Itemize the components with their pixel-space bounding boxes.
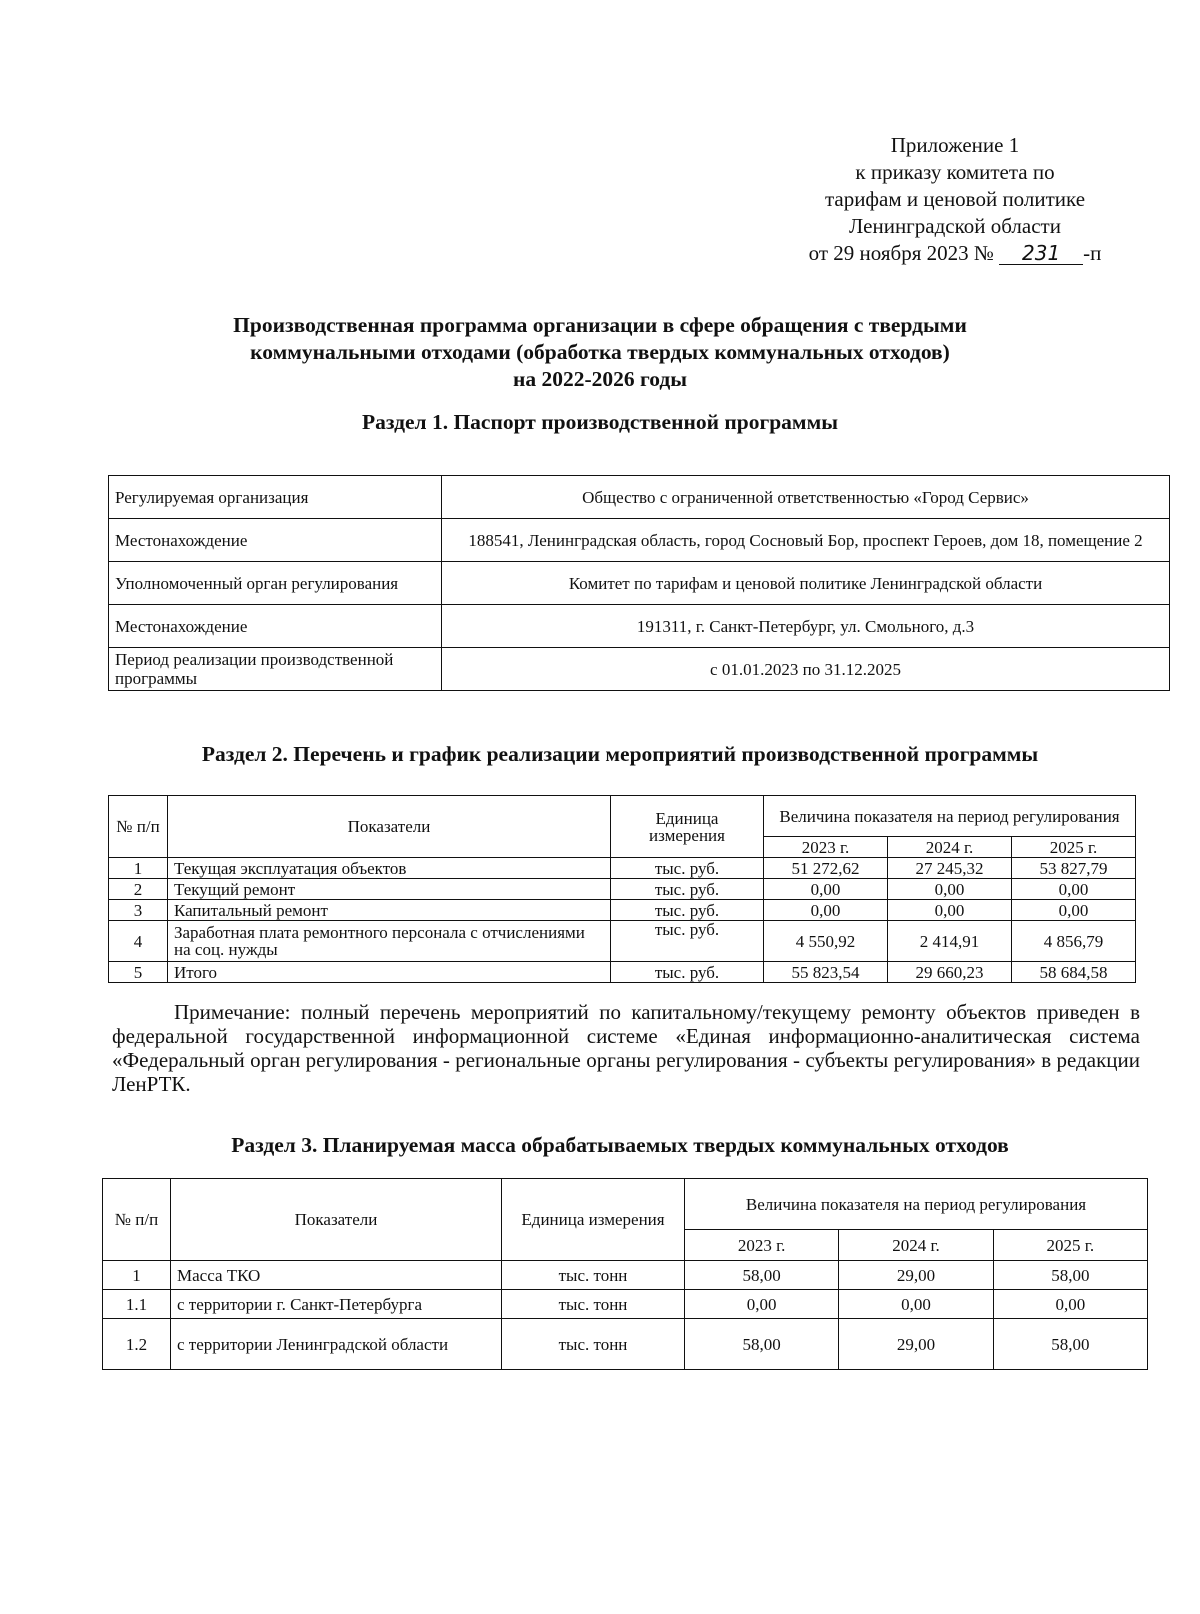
col-period-header: Величина показателя на период регулирования	[685, 1179, 1148, 1230]
table-row	[103, 1319, 1148, 1370]
row-value-2024: 2 414,91	[887, 921, 1011, 962]
col-year-2024: 2024 г.	[839, 1230, 993, 1261]
row-value-2025: 4 856,79	[1011, 921, 1135, 962]
document-title	[150, 312, 1050, 393]
row-value-2023: 0,00	[685, 1290, 839, 1319]
row-value-2024: 29 660,23	[887, 962, 1011, 983]
passport-value: 191311, г. Санкт-Петербург, ул. Смольного, д.3	[442, 605, 1170, 648]
passport-value: 188541, Ленинградская область, город Сосновый Бор, проспект Героев, дом 18, помещение 2	[442, 519, 1170, 562]
appendix-line-3: тарифам и ценовой политике	[824, 187, 1086, 211]
appendix-line-1: Приложение 1	[890, 133, 1020, 157]
passport-label: Местонахождение	[109, 605, 442, 648]
col-year-2025: 2025 г.	[1011, 837, 1135, 858]
row-unit: тыс. руб.	[611, 879, 764, 900]
header-row	[109, 796, 1136, 837]
row-value-2024: 0,00	[887, 879, 1011, 900]
row-num: 1.1	[103, 1290, 171, 1319]
table-row	[109, 476, 1170, 519]
passport-label: Период реализации производственной программы	[109, 648, 442, 691]
row-value-2025: 0,00	[1011, 900, 1135, 921]
row-unit: тыс. тонн	[502, 1261, 685, 1290]
title-line-3: на 2022-2026 годы	[512, 367, 688, 391]
table-row	[109, 962, 1136, 983]
row-num: 1	[109, 858, 168, 879]
passport-table	[108, 475, 1170, 691]
passport-value: Комитет по тарифам и ценовой политике Ленинградской области	[442, 562, 1170, 605]
passport-value: Общество с ограниченной ответственностью «Город Сервис»	[442, 476, 1170, 519]
row-name: с территории г. Санкт-Петербурга	[171, 1290, 502, 1319]
row-value-2025: 0,00	[1011, 879, 1135, 900]
table-row	[109, 605, 1170, 648]
table-row	[109, 648, 1170, 691]
col-unit-header: Единица измерения	[611, 796, 764, 858]
col-year-2023: 2023 г.	[764, 837, 888, 858]
waste-mass-table	[102, 1178, 1148, 1370]
appendix-date: от 29 ноября 2023 №	[808, 241, 994, 265]
col-num-header: № п/п	[103, 1179, 171, 1261]
passport-label: Уполномоченный орган регулирования	[109, 562, 442, 605]
col-num-header: № п/п	[109, 796, 168, 858]
passport-label: Регулируемая организация	[109, 476, 442, 519]
table-row	[109, 519, 1170, 562]
row-value-2025: 58,00	[993, 1261, 1147, 1290]
row-name: Заработная плата ремонтного персонала с отчислениями на соц. нужды	[168, 921, 611, 962]
table-row	[103, 1290, 1148, 1319]
section-3-heading: Раздел 3. Планируемая масса обрабатываемых твердых коммунальных отходов	[231, 1133, 1009, 1157]
col-indicator-header: Показатели	[171, 1179, 502, 1261]
row-num: 4	[109, 921, 168, 962]
row-num: 2	[109, 879, 168, 900]
row-num: 3	[109, 900, 168, 921]
order-number: 231	[999, 242, 1083, 265]
col-year-2025: 2025 г.	[993, 1230, 1147, 1261]
col-indicator-header: Показатели	[168, 796, 611, 858]
row-unit: тыс. руб.	[611, 900, 764, 921]
table-row	[109, 921, 1136, 962]
row-value-2025: 0,00	[993, 1290, 1147, 1319]
appendix-line-4: Ленинградской области	[849, 214, 1061, 238]
row-num: 1	[103, 1261, 171, 1290]
passport-label: Местонахождение	[109, 519, 442, 562]
table-row	[109, 900, 1136, 921]
row-value-2024: 0,00	[839, 1290, 993, 1319]
row-unit: тыс. руб.	[611, 921, 764, 962]
col-period-header: Величина показателя на период регулирования	[764, 796, 1136, 837]
section-1-heading: Раздел 1. Паспорт производственной программы	[361, 410, 839, 434]
row-name: с территории Ленинградской области	[171, 1319, 502, 1370]
appendix-date-line	[790, 240, 1120, 267]
col-year-2024: 2024 г.	[887, 837, 1011, 858]
note-block	[112, 1000, 1140, 1096]
section-2-heading: Раздел 2. Перечень и график реализации мероприятий производственной программы	[201, 742, 1039, 766]
title-line-1: Производственная программа организации в сфере обращения с твердыми	[233, 313, 967, 337]
row-value-2024: 27 245,32	[887, 858, 1011, 879]
measures-table	[108, 795, 1136, 983]
row-unit: тыс. руб.	[611, 962, 764, 983]
row-name: Капитальный ремонт	[168, 900, 611, 921]
table-row	[109, 858, 1136, 879]
row-num: 5	[109, 962, 168, 983]
col-year-2023: 2023 г.	[685, 1230, 839, 1261]
row-value-2023: 0,00	[764, 879, 888, 900]
row-name: Текущая эксплуатация объектов	[168, 858, 611, 879]
row-value-2023: 51 272,62	[764, 858, 888, 879]
appendix-block	[790, 132, 1120, 267]
row-value-2023: 58,00	[685, 1319, 839, 1370]
header-row	[103, 1179, 1148, 1230]
title-line-2: коммунальными отходами (обработка твердых коммунальных отходов)	[250, 340, 950, 364]
row-unit: тыс. тонн	[502, 1319, 685, 1370]
row-name: Итого	[168, 962, 611, 983]
row-value-2025: 58,00	[993, 1319, 1147, 1370]
row-value-2023: 0,00	[764, 900, 888, 921]
note-text: Примечание: полный перечень мероприятий по капитальному/текущему ремонту объектов приведен в федеральной государственной информационной системе «Единая информационно-аналитическая система «Федеральный орган регулирования - региональные органы регулирования - субъекты регулирования» в редакции ЛенРТК.	[112, 1000, 1140, 1096]
table-row	[109, 879, 1136, 900]
row-value-2024: 29,00	[839, 1261, 993, 1290]
row-unit: тыс. тонн	[502, 1290, 685, 1319]
passport-value: с 01.01.2023 по 31.12.2025	[442, 648, 1170, 691]
row-name: Текущий ремонт	[168, 879, 611, 900]
row-name: Масса ТКО	[171, 1261, 502, 1290]
row-unit: тыс. руб.	[611, 858, 764, 879]
table-row	[109, 562, 1170, 605]
appendix-line-2: к приказу комитета по	[855, 160, 1055, 184]
row-value-2025: 58 684,58	[1011, 962, 1135, 983]
col-unit-header: Единица измерения	[502, 1179, 685, 1261]
row-value-2023: 58,00	[685, 1261, 839, 1290]
row-value-2023: 4 550,92	[764, 921, 888, 962]
row-num: 1.2	[103, 1319, 171, 1370]
row-value-2023: 55 823,54	[764, 962, 888, 983]
order-suffix: -п	[1083, 241, 1102, 265]
table-row	[103, 1261, 1148, 1290]
row-value-2024: 29,00	[839, 1319, 993, 1370]
row-value-2024: 0,00	[887, 900, 1011, 921]
row-value-2025: 53 827,79	[1011, 858, 1135, 879]
